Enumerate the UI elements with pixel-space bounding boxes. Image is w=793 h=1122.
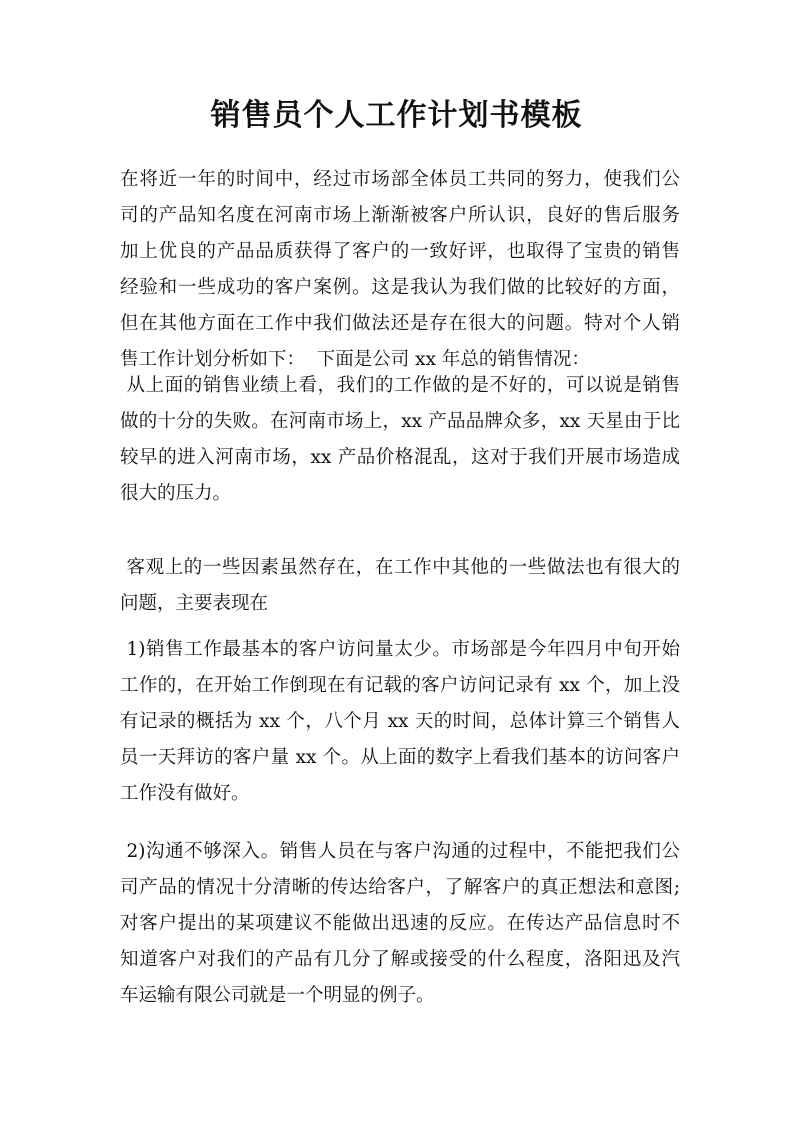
paragraph-line: 知道客户对我们的产品有几分了解或接受的什么程度，洛阳迅及汽	[120, 949, 680, 970]
paragraph-line: 较早的进入河南市场，xx 产品价格混乱，这对于我们开展市场造成	[120, 447, 680, 468]
paragraph-line: 很大的压力。	[120, 483, 232, 504]
paragraph-line: 有记录的概括为 xx 个，八个月 xx 天的时间，总体计算三个销售人	[120, 711, 680, 732]
paragraph-line: 司的产品知名度在河南市场上渐渐被客户所认识，良好的售后服务	[120, 205, 680, 226]
paragraph-line: 在将近一年的时间中，经过市场部全体员工共同的努力，使我们公	[120, 169, 680, 190]
paragraph-line: 经验和一些成功的客户案例。这是我认为我们做的比较好的方面，	[120, 277, 680, 298]
paragraph-line: 客观上的一些因素虽然存在，在工作中其他的一些做法也有很大的	[120, 557, 680, 578]
paragraph-line: 司产品的情况十分清晰的传达给客户，了解客户的真正想法和意图;	[120, 877, 680, 898]
paragraph-sales-performance	[120, 368, 680, 512]
paragraph-line: 做的十分的失败。在河南市场上，xx 产品品牌众多，xx 天星由于比	[120, 411, 680, 432]
paragraph-line: 从上面的销售业绩上看，我们的工作做的是不好的，可以说是销售	[120, 375, 680, 396]
paragraph-line: 加上优良的产品品质获得了客户的一致好评，也取得了宝贵的销售	[120, 241, 680, 262]
paragraph-line: 对客户提出的某项建议不能做出迅速的反应。在传达产品信息时不	[120, 913, 680, 934]
page-title: 销售员个人工作计划书模板	[210, 98, 583, 133]
paragraph-line: 售工作计划分析如下： 下面是公司 xx 年总的销售情况：	[120, 349, 590, 370]
paragraph-line: 工作没有做好。	[120, 783, 250, 804]
paragraph-line: 2)沟通不够深入。销售人员在与客户沟通的过程中，不能把我们公	[120, 841, 680, 862]
paragraph-intro	[120, 162, 680, 378]
paragraph-objective-factors	[120, 550, 680, 622]
paragraph-point-2	[120, 834, 680, 1014]
paragraph-line: 1)销售工作最基本的客户访问量太少。市场部是今年四月中旬开始	[120, 639, 680, 660]
paragraph-line: 车运输有限公司就是一个明显的例子。	[120, 985, 435, 1006]
paragraph-line: 但在其他方面在工作中我们做法还是存在很大的问题。特对个人销	[120, 313, 680, 334]
paragraph-line: 问题，主要表现在	[120, 593, 269, 614]
paragraph-line: 工作的，在开始工作倒现在有记载的客户访问记录有 xx 个，加上没	[120, 675, 680, 696]
paragraph-point-1	[120, 632, 680, 812]
paragraph-line: 员一天拜访的客户量 xx 个。从上面的数字上看我们基本的访问客户	[120, 747, 680, 768]
